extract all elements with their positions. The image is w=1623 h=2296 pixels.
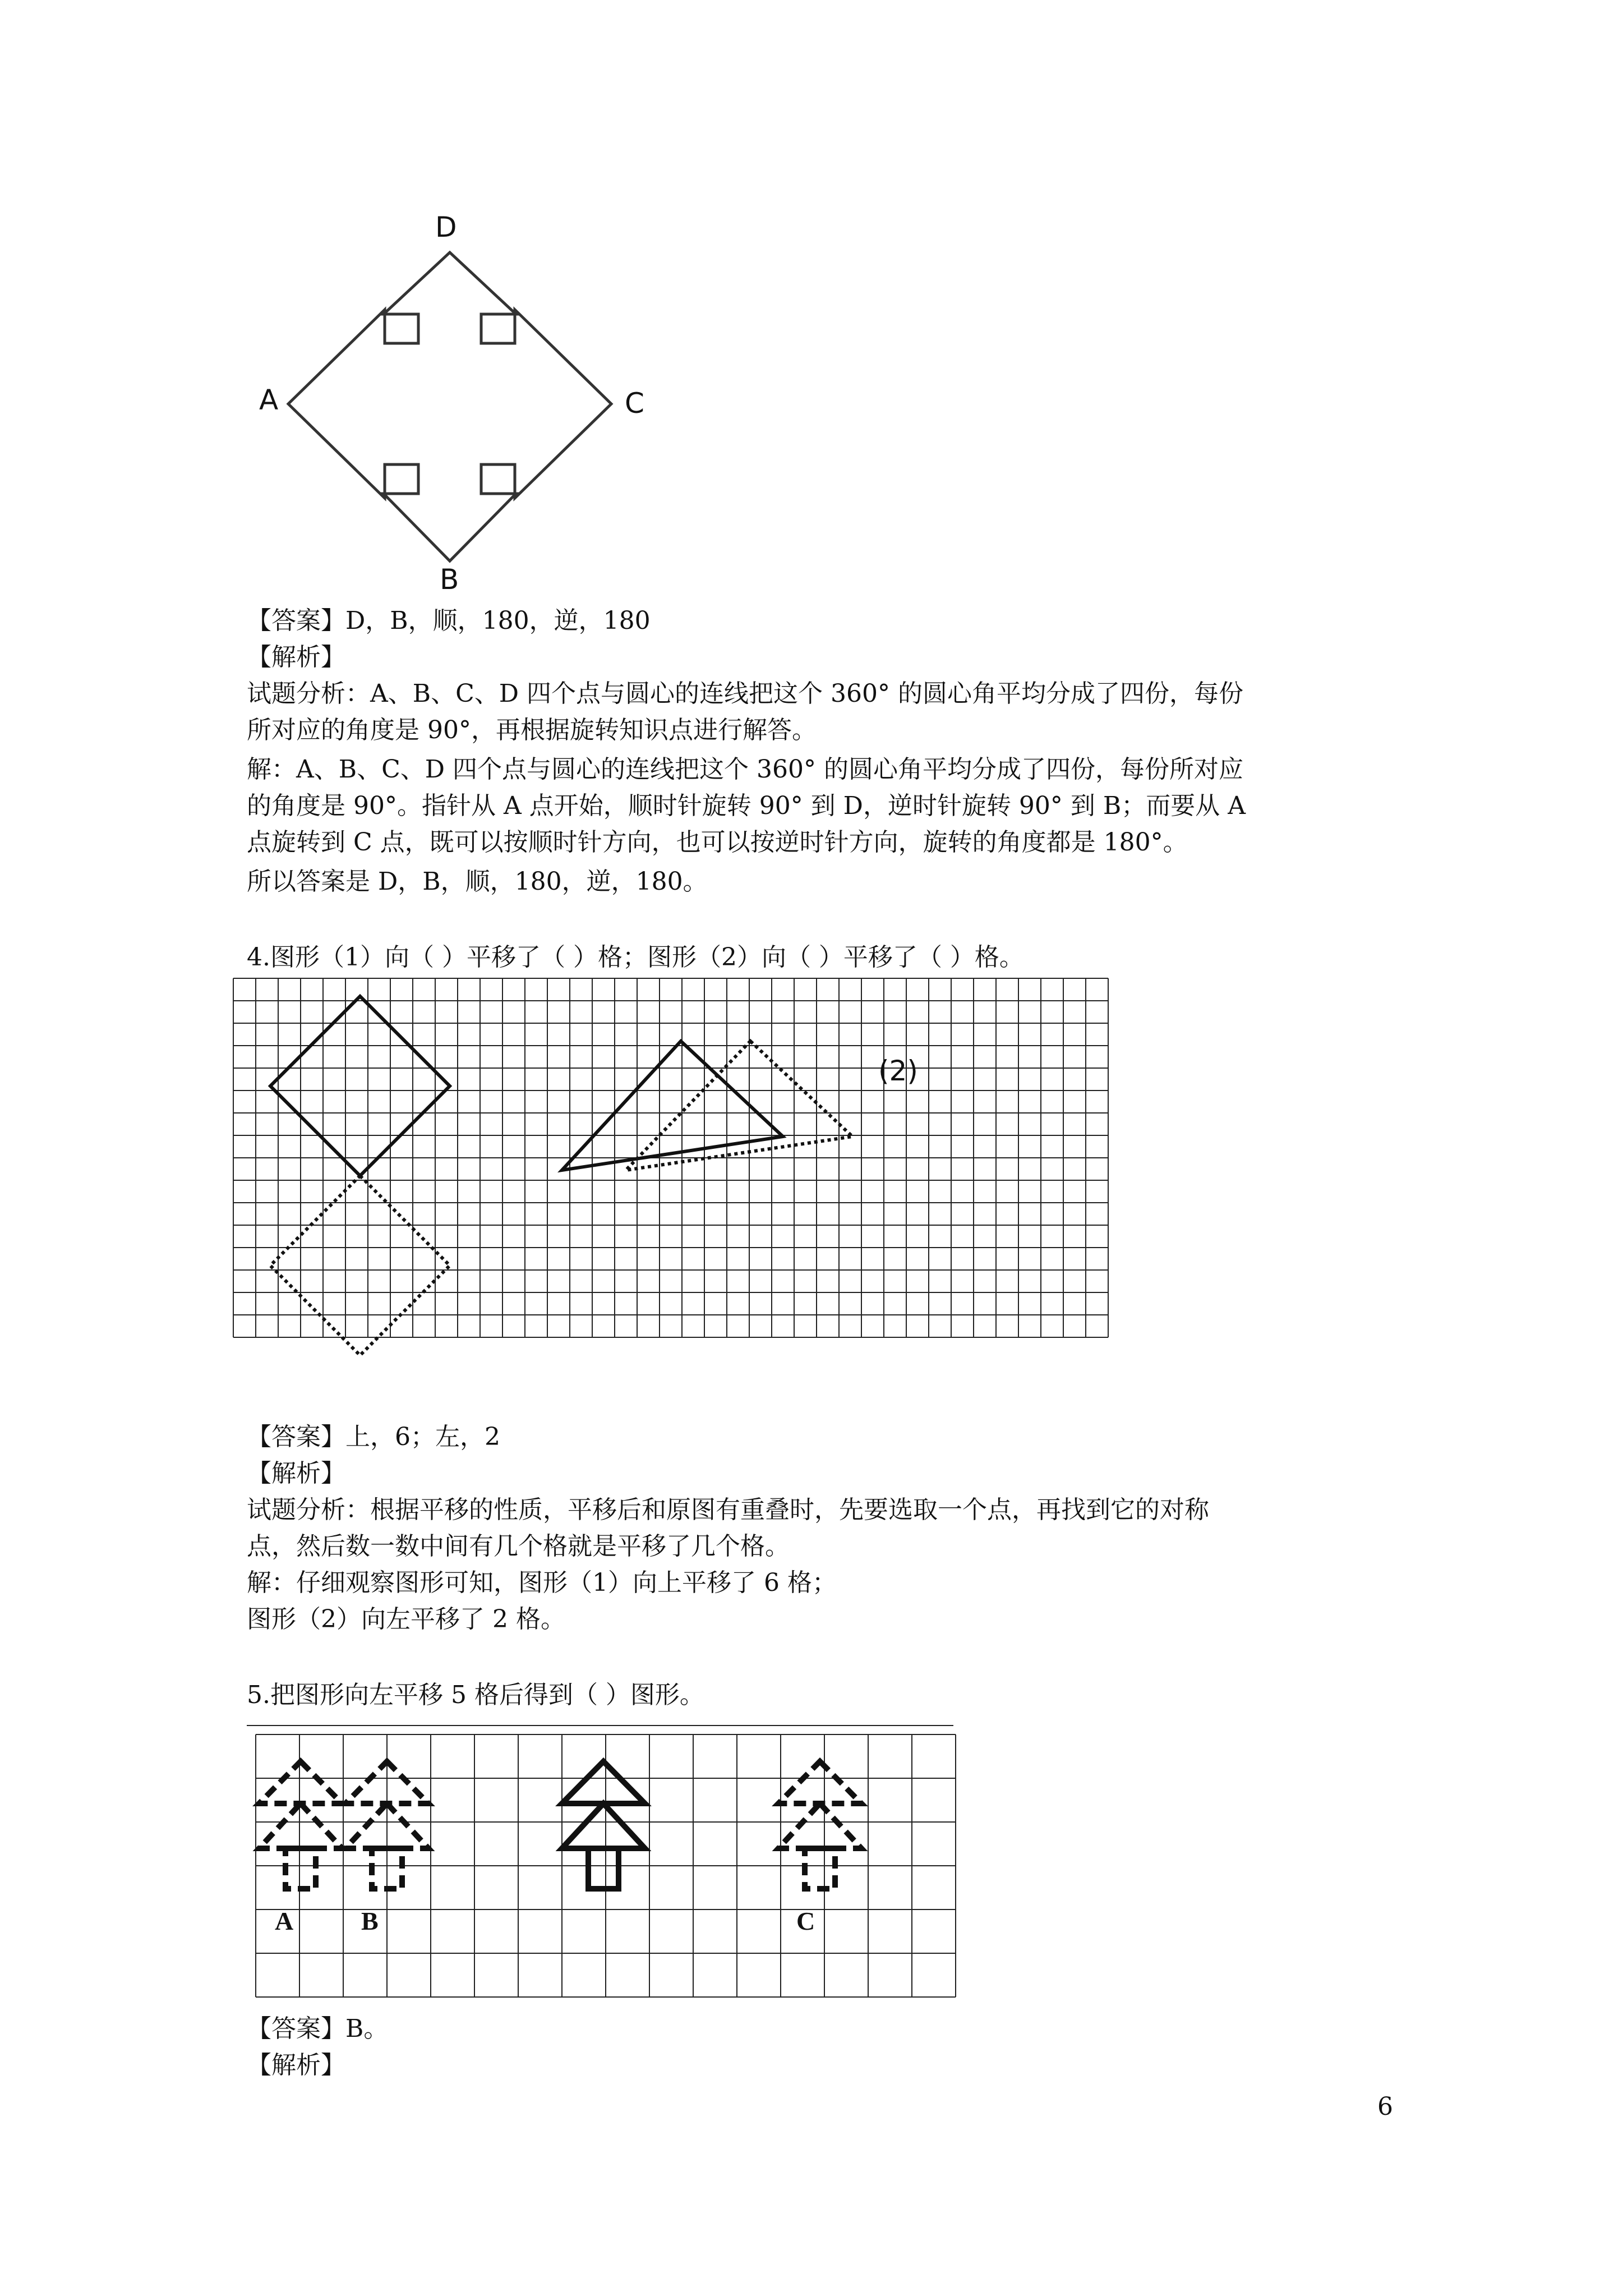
q5-option-b-label: B (361, 1907, 379, 1935)
q5-tree-option-a (259, 1761, 342, 1889)
q5-question: 5.把图形向左平移 5 格后得到（ ）图形。 (247, 1681, 704, 1709)
q4-analysis-line: 试题分析：根据平移的性质，平移后和原图有重叠时，先要选取一个点，再找到它的对称 (247, 1496, 1209, 1524)
q5-answer: 【答案】B。 (247, 2014, 389, 2043)
q3-solution-line: 点旋转到 C 点，既可以按顺时针方向，也可以按逆时针方向，旋转的角度都是 180°。 (247, 828, 1188, 857)
q3-analysis-title: 【解析】 (247, 643, 345, 671)
q3-analysis-line: 试题分析：A、B、C、D 四个点与圆心的连线把这个 360° 的圆心角平均分成了四份，每份 (247, 679, 1243, 708)
q5-tree-option-c (778, 1761, 861, 1889)
q5-grid (256, 1734, 956, 1997)
q3-solution-line: 所以答案是 D，B，顺，180，逆，180。 (247, 867, 708, 896)
q4-solution-line: 图形（2）向左平移了 2 格。 (247, 1605, 565, 1634)
q3-answer: 【答案】D，B，顺，180，逆，180 (247, 606, 651, 635)
q5-option-c-label: C (796, 1907, 815, 1935)
arrow-label-c: C (625, 387, 644, 420)
q4-solution-line: 解：仔细观察图形可知，图形（1）向上平移了 6 格； (247, 1568, 837, 1597)
q3-solution-line: 的角度是 90°。指针从 A 点开始，顺时针旋转 90° 到 D，逆时针旋转 90° 到 B；而要从 A (247, 792, 1246, 820)
arrow-label-b: B (440, 563, 459, 596)
q3-solution-line: 解：A、B、C、D 四个点与圆心的连线把这个 360° 的圆心角平均分成了四份，每份所对应 (247, 755, 1243, 784)
q3-analysis-line: 所对应的角度是 90°，再根据旋转知识点进行解答。 (247, 716, 817, 744)
page-number: 6 (1377, 2092, 1393, 2121)
q5-option-a-label: A (275, 1907, 294, 1935)
arrow-label-d: D (435, 211, 457, 243)
arrow-label-a: A (259, 384, 279, 416)
q4-analysis-line: 点，然后数一数中间有几个格就是平移了几个格。 (247, 1532, 790, 1561)
q4-answer: 【答案】上，6；左，2 (247, 1423, 500, 1451)
q4-analysis-title: 【解析】 (247, 1459, 345, 1488)
q5-tree-original (562, 1761, 645, 1889)
q4-question: 4.图形（1）向（ ）平移了（ ）格；图形（2）向（ ）平移了（ ）格。 (247, 943, 1024, 972)
q5-analysis-title: 【解析】 (247, 2051, 345, 2079)
q4-figure2-label: (2) (878, 1055, 918, 1087)
